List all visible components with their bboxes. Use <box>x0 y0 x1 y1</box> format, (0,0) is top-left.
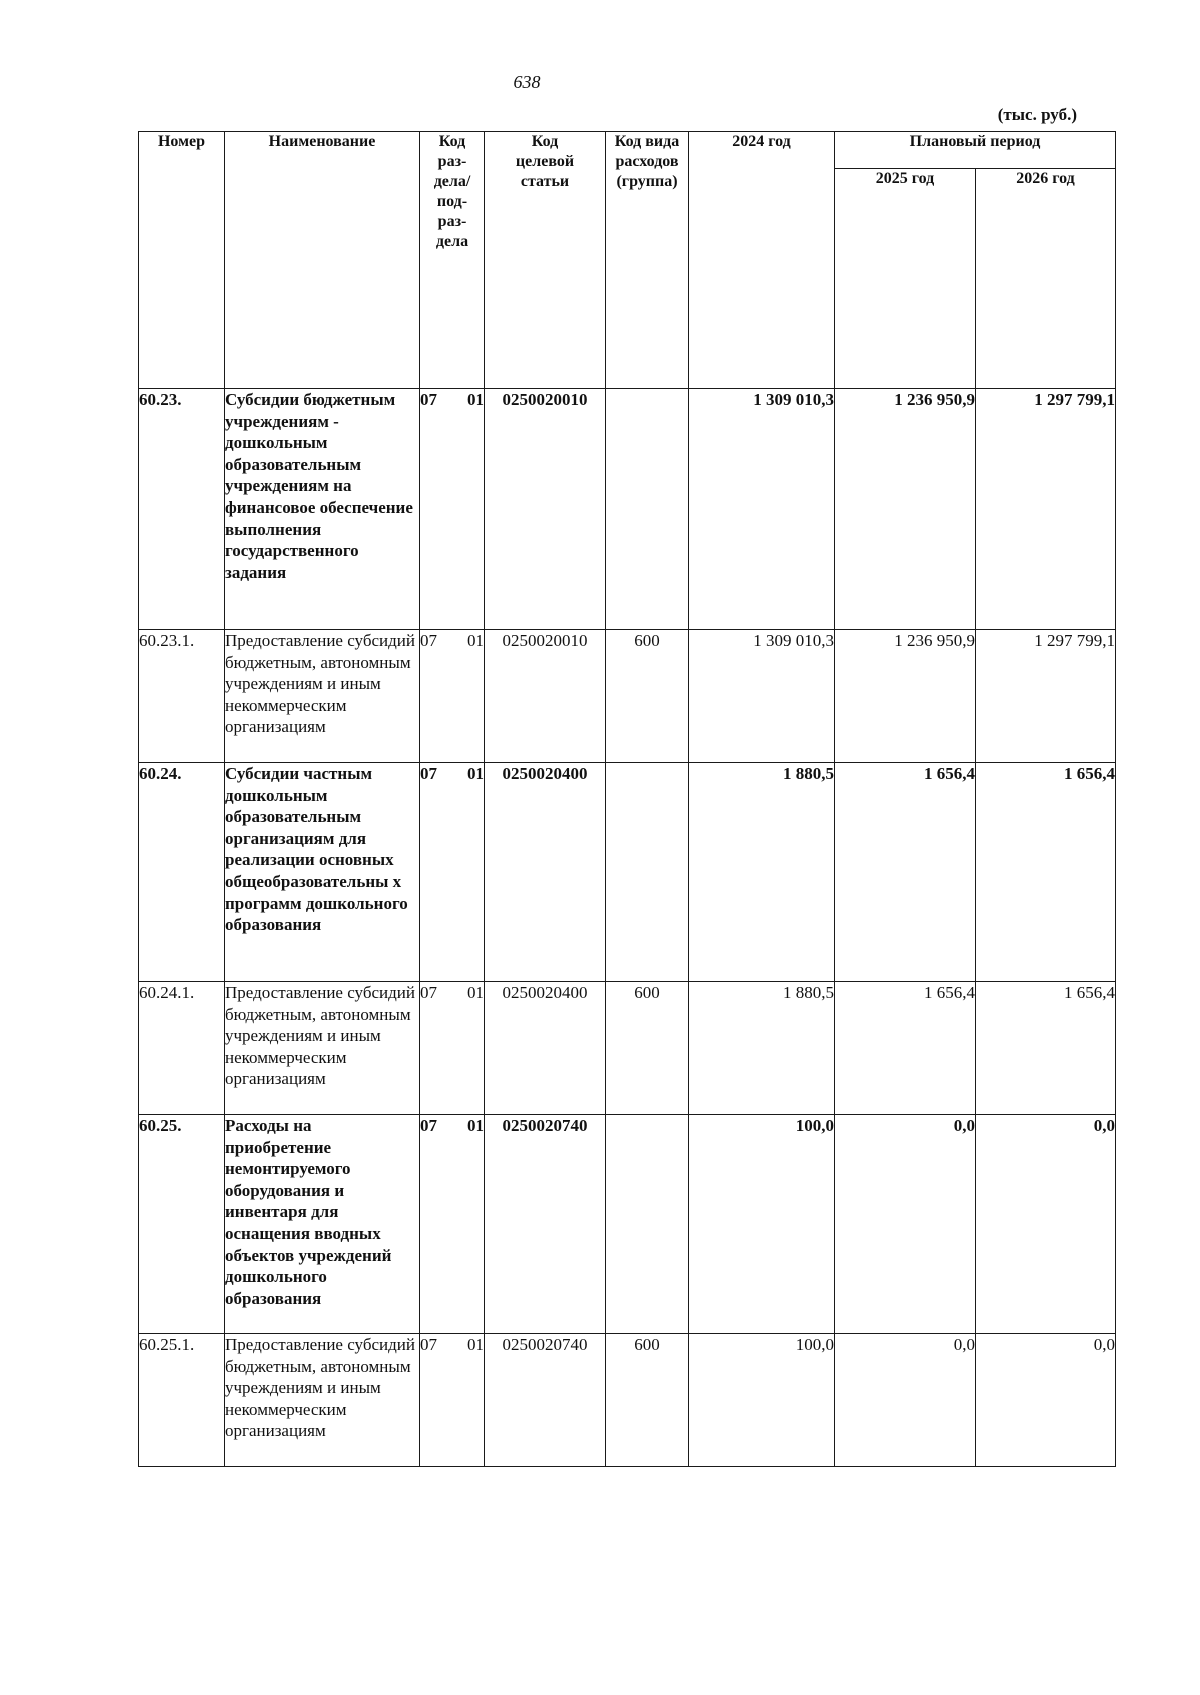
row-section: 07 <box>420 631 437 650</box>
units-label: (тыс. руб.) <box>997 105 1077 124</box>
row-expense-type <box>606 763 689 982</box>
header-expense-type-text: Код вида расходов (группа) <box>614 133 680 190</box>
row-amount-2026: 1 297 799,1 <box>976 389 1116 630</box>
row-subsection: 01 <box>467 1116 484 1135</box>
row-section-code <box>420 630 485 763</box>
row-section-code <box>420 982 485 1115</box>
row-number: 60.24.1. <box>139 982 225 1115</box>
table-row <box>139 630 1116 763</box>
row-amount-2025: 1 656,4 <box>835 763 976 982</box>
header-year-2024: 2024 год <box>689 132 835 389</box>
row-expense-type <box>606 1115 689 1334</box>
row-amount-2024: 100,0 <box>689 1334 835 1467</box>
row-expense-type: 600 <box>606 1334 689 1467</box>
row-section: 07 <box>420 983 437 1002</box>
header-section-code <box>420 132 485 389</box>
row-number: 60.25. <box>139 1115 225 1334</box>
row-amount-2026: 1 297 799,1 <box>976 630 1116 763</box>
table-body <box>139 389 1116 1467</box>
row-amount-2026: 1 656,4 <box>976 982 1116 1115</box>
budget-table <box>138 131 1116 1467</box>
table-row <box>139 389 1116 630</box>
row-section: 07 <box>420 764 437 783</box>
row-subsection: 01 <box>467 983 484 1002</box>
header-year-2025: 2025 год <box>835 169 976 389</box>
header-planning-period: Плановый период <box>835 132 1116 169</box>
row-amount-2026: 0,0 <box>976 1115 1116 1334</box>
row-amount-2025: 1 236 950,9 <box>835 389 976 630</box>
row-amount-2024: 1 309 010,3 <box>689 630 835 763</box>
row-target-code: 0250020400 <box>485 982 606 1115</box>
row-number: 60.24. <box>139 763 225 982</box>
page-number: 638 <box>513 72 541 92</box>
header-expense-type <box>606 132 689 389</box>
row-target-code: 0250020010 <box>485 630 606 763</box>
header-number: Номер <box>139 132 225 389</box>
row-subsection: 01 <box>467 1335 484 1354</box>
row-subsection: 01 <box>467 764 484 783</box>
row-amount-2025: 1 656,4 <box>835 982 976 1115</box>
row-name: Предоставление субсидий бюджетным, автономным учреждениям и иным некоммерческим организациям <box>225 1334 420 1467</box>
table-row <box>139 1334 1116 1467</box>
row-name: Субсидии частным дошкольным образовательным организациям для реализации основных общеобразовательны х программ дошкольного образования <box>225 763 420 982</box>
row-amount-2025: 1 236 950,9 <box>835 630 976 763</box>
row-number: 60.23. <box>139 389 225 630</box>
header-year-2026: 2026 год <box>976 169 1116 389</box>
row-section-code <box>420 1115 485 1334</box>
row-section: 07 <box>420 390 437 409</box>
header-name: Наименование <box>225 132 420 389</box>
row-target-code: 0250020010 <box>485 389 606 630</box>
row-name: Расходы на приобретение немонтируемого оборудования и инвентаря для оснащения вводных объектов учреждений дошкольного образования <box>225 1115 420 1334</box>
row-amount-2024: 1 309 010,3 <box>689 389 835 630</box>
row-subsection: 01 <box>467 631 484 650</box>
row-amount-2025: 0,0 <box>835 1334 976 1467</box>
row-amount-2026: 1 656,4 <box>976 763 1116 982</box>
row-name: Субсидии бюджетным учреждениям - дошкольным образовательным учреждениям на финансовое обеспечение выполнения государственного задания <box>225 389 420 630</box>
row-section-code <box>420 1334 485 1467</box>
row-amount-2026: 0,0 <box>976 1334 1116 1467</box>
row-amount-2025: 0,0 <box>835 1115 976 1334</box>
row-amount-2024: 1 880,5 <box>689 982 835 1115</box>
row-name: Предоставление субсидий бюджетным, автономным учреждениям и иным некоммерческим организациям <box>225 982 420 1115</box>
row-number: 60.25.1. <box>139 1334 225 1467</box>
row-section-code <box>420 389 485 630</box>
row-amount-2024: 1 880,5 <box>689 763 835 982</box>
row-subsection: 01 <box>467 390 484 409</box>
table-row <box>139 1115 1116 1334</box>
row-section: 07 <box>420 1116 437 1135</box>
table-row <box>139 763 1116 982</box>
table-header <box>139 132 1116 389</box>
row-amount-2024: 100,0 <box>689 1115 835 1334</box>
row-name: Предоставление субсидий бюджетным, автономным учреждениям и иным некоммерческим организациям <box>225 630 420 763</box>
row-target-code: 0250020400 <box>485 763 606 982</box>
header-target-code-text: Код целевой статьи <box>515 133 575 190</box>
row-expense-type <box>606 389 689 630</box>
row-section-code <box>420 763 485 982</box>
row-number: 60.23.1. <box>139 630 225 763</box>
row-section: 07 <box>420 1335 437 1354</box>
row-target-code: 0250020740 <box>485 1115 606 1334</box>
row-expense-type: 600 <box>606 982 689 1115</box>
row-target-code: 0250020740 <box>485 1334 606 1467</box>
header-section-code-text: Код раз- дела/ под- раз- дела <box>433 133 471 250</box>
table-row <box>139 982 1116 1115</box>
row-expense-type: 600 <box>606 630 689 763</box>
header-target-code <box>485 132 606 389</box>
